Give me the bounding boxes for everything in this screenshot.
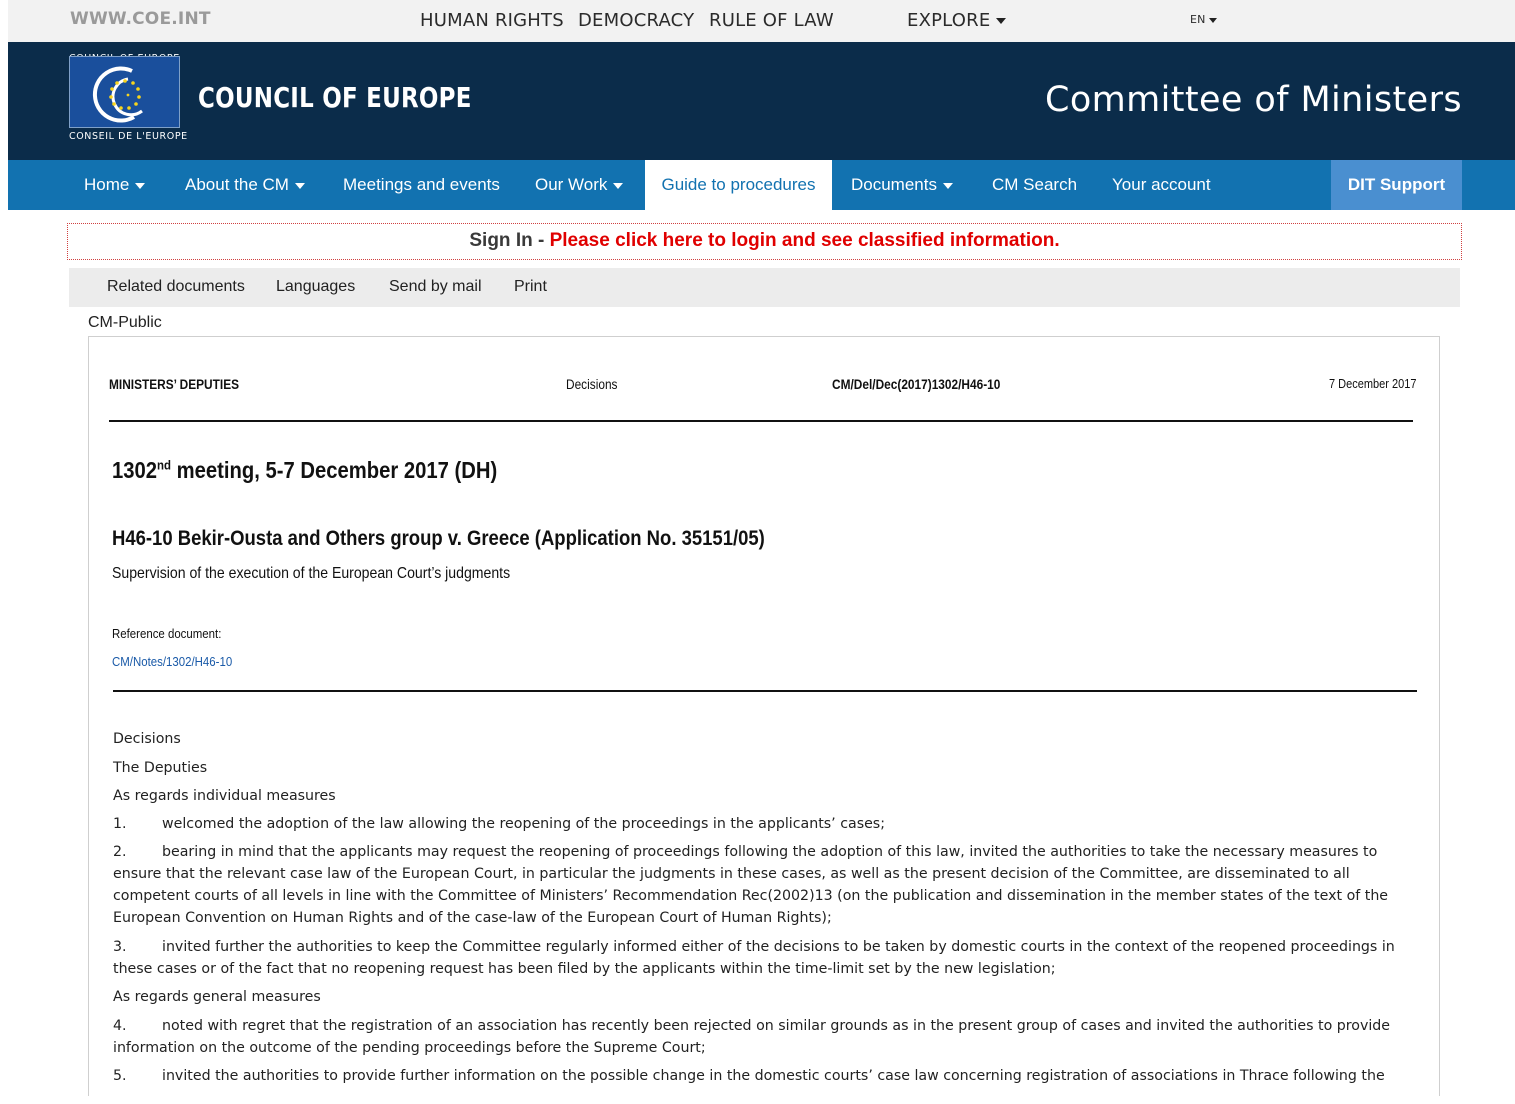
chevron-down-icon [1209, 18, 1217, 23]
chevron-down-icon [996, 18, 1006, 24]
case-subtitle: Supervision of the execution of the European Court’s judgments [112, 565, 511, 582]
decision-item: 1. welcomed the adoption of the law allowing the reopening of the proceedings in the applicants’ cases; [113, 816, 885, 832]
nav-about-label: About the CM [185, 175, 289, 194]
chevron-down-icon [295, 183, 305, 189]
nav-democracy[interactable]: DEMOCRACY [578, 10, 695, 31]
chevron-down-icon [135, 183, 145, 189]
top-strip [8, 0, 1515, 42]
case-title: H46-10 Bekir-Ousta and Others group v. Greece (Application No. 35151/05) [112, 527, 765, 550]
chevron-down-icon [943, 183, 953, 189]
doc-date: 7 December 2017 [1329, 377, 1417, 391]
signin-label: Sign In - [469, 230, 545, 251]
main-navigation [8, 160, 1515, 210]
explore-label: EXPLORE [907, 10, 991, 31]
nav-our-work-label: Our Work [535, 175, 608, 194]
brand-name[interactable]: COUNCIL OF EUROPE [198, 81, 472, 114]
decision-item: 5. invited the authorities to provide further information on the possible change in the domestic courts’ case law concerning registration of associations in Thrace following the [113, 1068, 1385, 1084]
nav-about-the-cm[interactable] [185, 160, 305, 210]
language-label: EN [1190, 13, 1206, 26]
reference-label: Reference document: [112, 626, 222, 641]
languages-link[interactable]: Languages [276, 278, 356, 295]
reference-document-link[interactable]: CM/Notes/1302/H46-10 [112, 654, 233, 669]
nav-documents-label: Documents [851, 175, 937, 194]
decisions-heading: Decisions [113, 731, 181, 747]
nav-home[interactable] [84, 160, 145, 210]
nav-meetings-and-events[interactable]: Meetings and events [343, 175, 500, 194]
individual-measures-heading: As regards individual measures [113, 788, 336, 804]
send-by-mail-link[interactable]: Send by mail [389, 278, 482, 295]
meeting-title: 1302nd meeting, 5-7 December 2017 (DH) [112, 457, 498, 483]
header-banner [8, 42, 1515, 160]
doc-reference: CM/Del/Dec(2017)1302/H46-10 [832, 377, 1001, 392]
decisions-intro: The Deputies [113, 760, 208, 776]
dit-support-button[interactable]: DIT Support [1331, 160, 1462, 210]
nav-your-account[interactable]: Your account [1112, 175, 1211, 194]
related-documents-link[interactable]: Related documents [107, 278, 245, 295]
language-selector[interactable] [1190, 13, 1217, 26]
decision-item: 2. bearing in mind that the applicants may request the reopening of proceedings following the adoption of this law, invited the authorities to take the necessary measures to ensure that the relevant case law of the European Court, in particular the judgments in these cases, as well as the present decision of the Committee, are disseminated to all competent courts of all levels in line with the Committee of Ministers’ Recommendation Rec(2002)13 (on the publication and dissemination in the member states of the text of the European Convention on Human Rights and of the case-law of the European Court of Human Rights); [113, 844, 1389, 926]
print-link[interactable]: Print [514, 278, 547, 295]
nav-human-rights[interactable]: HUMAN RIGHTS [420, 10, 564, 31]
general-measures-heading: As regards general measures [113, 989, 321, 1005]
signin-banner [67, 223, 1462, 260]
nav-home-label: Home [84, 175, 130, 194]
header-divider [109, 420, 1413, 422]
explore-menu[interactable] [907, 10, 1006, 31]
nav-documents[interactable] [851, 160, 953, 210]
doc-type: Decisions [566, 377, 618, 392]
nav-cm-search[interactable]: CM Search [992, 175, 1078, 194]
doc-body-name: MINISTERS’ DEPUTIES [109, 377, 240, 392]
logo-caption-fr: CONSEIL DE L'EUROPE [69, 131, 188, 142]
document-frame [88, 336, 1440, 1096]
decision-item: 4. noted with regret that the registration of an association has recently been rejected on similar grounds as in the present group of cases and invited the authorities to provide information on the outcome of the pending proceedings before the Supreme Court; [113, 1018, 1391, 1056]
nav-guide-to-procedures[interactable]: Guide to procedures [645, 160, 832, 210]
document-toolbar [69, 268, 1460, 307]
chevron-down-icon [613, 183, 623, 189]
classification-label: CM-Public [88, 314, 162, 331]
decision-item: 3. invited further the authorities to keep the Committee regularly informed either of the decisions to be taken by domestic courts in the context of the reopened proceedings in these cases or of the fact that no reopening request has been filed by the applicants within the time-limit set by the new legislation; [113, 939, 1395, 977]
nav-rule-of-law[interactable]: RULE OF LAW [709, 10, 834, 31]
site-link[interactable]: WWW.COE.INT [70, 9, 211, 29]
page-title: Committee of Ministers [1044, 80, 1462, 120]
signin-link[interactable]: Please click here to login and see classified information. [549, 230, 1060, 251]
reference-divider [113, 690, 1417, 692]
nav-our-work[interactable] [535, 160, 623, 210]
council-of-europe-logo-icon[interactable] [69, 56, 180, 128]
